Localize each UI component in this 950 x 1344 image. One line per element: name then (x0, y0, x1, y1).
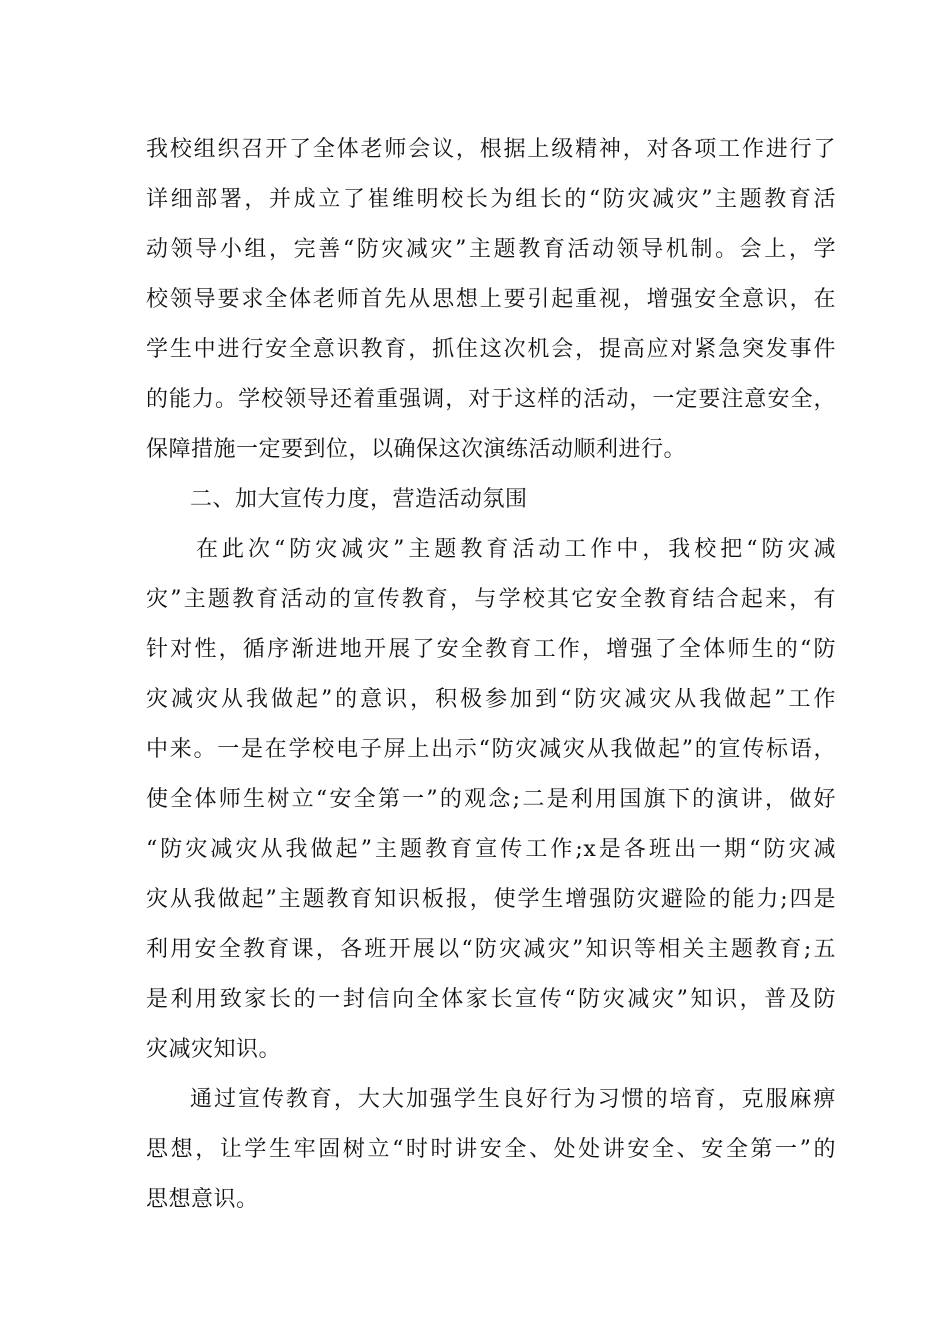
text-line: 灾减灾知识。 (146, 1037, 282, 1062)
text-line: 思想意识。 (146, 1187, 259, 1212)
text-line: 灾从我做起”主题教育知识板报，使学生增强防灾避险的能力;四是 (146, 887, 836, 912)
text-line: 我校组织召开了全体老师会议，根据上级精神，对各项工作进行了 (146, 137, 836, 162)
text-line: 在此次“防灾减灾”主题教育活动工作中，我校把“防灾减 (196, 537, 836, 562)
text-line: 保障措施一定要到位，以确保这次演练活动顺利进行。 (146, 437, 687, 462)
text-line: “防灾减灾从我做起”主题教育宣传工作;x是各班出一期“防灾减 (146, 837, 836, 862)
text-line: 通过宣传教育，大大加强学生良好行为习惯的培育，克服麻痹 (190, 1087, 836, 1112)
text-line: 动领导小组，完善“防灾减灾”主题教育活动领导机制。会上，学 (146, 237, 836, 262)
text-line: 灾”主题教育活动的宣传教育，与学校其它安全教育结合起来，有 (146, 587, 836, 612)
text-line: 中来。一是在学校电子屏上出示“防灾减灾从我做起”的宣传标语， (146, 737, 836, 762)
text-line: 针对性，循序渐进地开展了安全教育工作，增强了全体师生的“防 (146, 637, 836, 662)
text-line: 详细部署，并成立了崔维明校长为组长的“防灾减灾”主题教育活 (146, 187, 836, 212)
text-line: 是利用致家长的一封信向全体家长宣传“防灾减灾”知识，普及防 (146, 987, 836, 1012)
section-heading: 二、加大宣传力度，营造活动氛围 (190, 487, 528, 512)
text-line: 使全体师生树立“安全第一”的观念;二是利用国旗下的演讲，做好 (146, 787, 836, 812)
text-line: 的能力。学校领导还着重强调，对于这样的活动，一定要注意安全， (146, 387, 836, 412)
text-line: 思想，让学生牢固树立“时时讲安全、处处讲安全、安全第一”的 (146, 1137, 836, 1162)
text-line: 灾减灾从我做起”的意识，积极参加到“防灾减灾从我做起”工作 (146, 687, 836, 712)
text-line: 校领导要求全体老师首先从思想上要引起重视，增强安全意识，在 (146, 287, 836, 312)
text-line: 学生中进行安全意识教育，抓住这次机会，提高应对紧急突发事件 (146, 337, 836, 362)
text-line: 利用安全教育课，各班开展以“防灾减灾”知识等相关主题教育;五 (146, 937, 836, 962)
